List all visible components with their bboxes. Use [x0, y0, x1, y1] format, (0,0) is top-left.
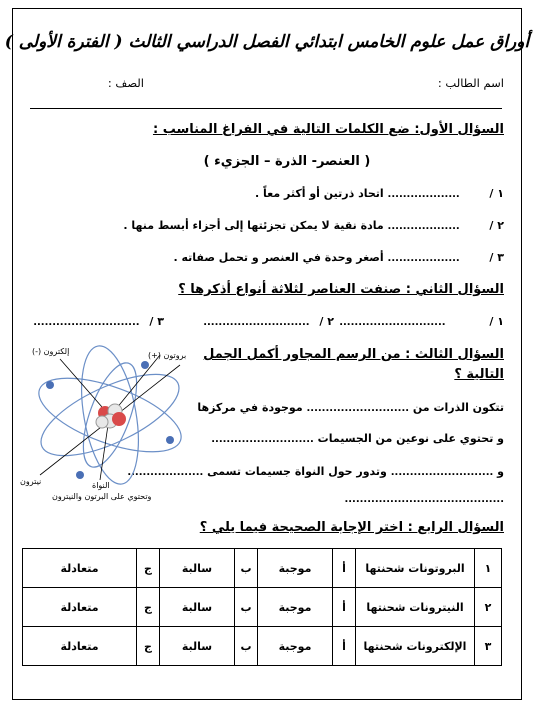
- class-label: الصف :: [107, 76, 144, 90]
- q3-line-2: [211, 432, 504, 445]
- sentence-text: وتدور حول النواة جسيمات تسمى: [207, 465, 387, 478]
- question-stem: النيترونات شحنتها: [356, 588, 475, 627]
- table-row: [23, 588, 502, 627]
- option-letter: ب: [235, 627, 258, 666]
- option-a[interactable]: موجبة: [258, 627, 333, 666]
- q2-heading: السؤال الثاني : صنفت العناصر لثلاثة أنواع أذكرها ؟: [178, 282, 504, 297]
- header-divider: [30, 108, 502, 109]
- question-stem: البروتونات شحنتها: [356, 549, 475, 588]
- sentence-text: موجودة في مركزها: [197, 401, 303, 414]
- answer-blank[interactable]: ....................: [127, 467, 204, 478]
- option-c[interactable]: متعادلة: [23, 549, 137, 588]
- question-number: ٢: [475, 588, 502, 627]
- q3-heading-line2: التالية ؟: [454, 367, 504, 382]
- item-text: مادة نقية لا يمكن تجزئتها إلى أجزاء أبسط منها .: [123, 219, 384, 232]
- option-letter: أ: [333, 588, 356, 627]
- atom-drawing: [20, 345, 200, 505]
- student-name-label: اسم الطالب :: [437, 76, 504, 90]
- option-c[interactable]: متعادلة: [23, 627, 137, 666]
- table-row: [23, 627, 502, 666]
- option-letter: أ: [333, 627, 356, 666]
- q3-line-4: [344, 492, 504, 505]
- item-text: أصغر وحدة في العنصر و تحمل صفاته .: [173, 251, 384, 264]
- item-number: ٢ /: [319, 315, 334, 328]
- option-a[interactable]: موجبة: [258, 549, 333, 588]
- answer-blank[interactable]: ...........................: [211, 434, 314, 445]
- option-letter: أ: [333, 549, 356, 588]
- nucleus: [96, 404, 126, 428]
- q1-word-bank: ( العنصر- الذرة – الجزيء ): [203, 154, 371, 169]
- atom-diagram: [20, 345, 200, 505]
- worksheet-title: أوراق عمل علوم الخامس ابتدائي الفصل الدراسي الثالث ( الفترة الأولى ): [4, 32, 530, 52]
- q4-heading: السؤال الرابع : اختر الإجابة الصحيحة فيما يلي ؟: [199, 520, 504, 535]
- nucleus-caption: وتحتوي على البرتون والنيترون: [52, 492, 152, 501]
- option-letter: ج: [137, 627, 160, 666]
- neutron-label: نيترون: [20, 477, 42, 486]
- option-b[interactable]: سالبة: [160, 549, 235, 588]
- answer-blank[interactable]: ...................: [387, 253, 460, 264]
- q3-heading: السؤال الثالث : من الرسم المجاور أكمل الجمل: [203, 347, 504, 362]
- item-number: ٣ /: [149, 315, 164, 328]
- proton-label: بروتون (+): [148, 351, 187, 360]
- sentence-text: تتكون الذرات من: [412, 401, 504, 414]
- answer-blank[interactable]: ...................: [387, 189, 460, 200]
- answer-blank[interactable]: ...........................: [306, 403, 410, 414]
- option-a[interactable]: موجبة: [258, 588, 333, 627]
- question-number: ٣: [475, 627, 502, 666]
- answer-blank[interactable]: ...........................: [390, 467, 494, 478]
- option-letter: ج: [137, 588, 160, 627]
- option-letter: ب: [235, 588, 258, 627]
- answer-blank[interactable]: ............................: [339, 317, 446, 328]
- sentence-text: و تحتوي على نوعين من الجسيمات: [317, 432, 504, 445]
- q2-item-2: [203, 315, 334, 328]
- q2-item-3: [33, 315, 164, 328]
- q1-heading: السؤال الأول: ضع الكلمات التالية في الفراغ المناسب :: [152, 122, 504, 137]
- q1-item-1: [255, 187, 504, 200]
- option-b[interactable]: سالبة: [160, 627, 235, 666]
- q2-item-1: [339, 315, 504, 328]
- answer-blank[interactable]: ............................: [203, 317, 310, 328]
- answer-blank[interactable]: ..........................................: [344, 494, 504, 505]
- electron-label: إلكترون (-): [32, 347, 70, 356]
- item-number: ٣ /: [489, 251, 504, 264]
- q3-line-1: [197, 401, 504, 414]
- item-number: ٢ /: [489, 219, 504, 232]
- q1-item-2: [123, 219, 504, 232]
- sentence-text: و: [497, 465, 504, 478]
- item-number: ١ /: [489, 315, 504, 328]
- question-number: ١: [475, 549, 502, 588]
- item-text: اتحاد ذرتين أو أكثر معاً .: [255, 187, 384, 200]
- mcq-table: [22, 548, 502, 666]
- option-letter: ب: [235, 549, 258, 588]
- table-row: [23, 549, 502, 588]
- option-letter: ج: [137, 549, 160, 588]
- answer-blank[interactable]: ...................: [387, 221, 460, 232]
- question-stem: الإلكترونات شحنتها: [356, 627, 475, 666]
- option-c[interactable]: متعادلة: [23, 588, 137, 627]
- nucleus-label: النواة: [92, 481, 110, 490]
- answer-blank[interactable]: ............................: [33, 317, 140, 328]
- q1-item-3: [173, 251, 504, 264]
- item-number: ١ /: [489, 187, 504, 200]
- option-b[interactable]: سالبة: [160, 588, 235, 627]
